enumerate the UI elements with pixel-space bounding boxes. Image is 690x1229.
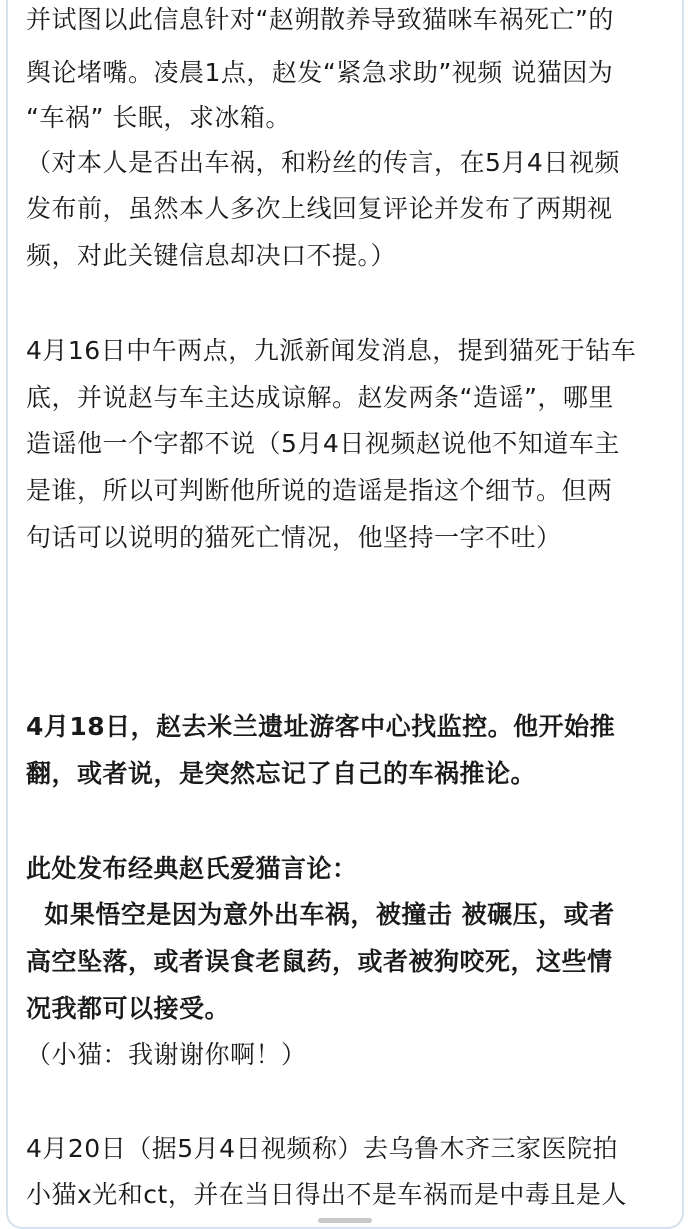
paragraph-6-line-1: 4月20日（据5月4日视频称）去乌鲁木齐三家医院拍 bbox=[26, 1134, 619, 1163]
paragraph-3-line-4: 是谁，所以可判断他所说的造谣是指这个细节。但两 bbox=[26, 476, 613, 505]
paragraph-3-line-3: 造谣他一个字都不说（5月4日视频赵说他不知道车主 bbox=[26, 429, 620, 458]
paragraph-4-line-2: 翻，或者说，是突然忘记了自己的车祸推论。 bbox=[26, 759, 537, 788]
quote-aside: （小猫：我谢谢你啊！） bbox=[26, 1040, 307, 1069]
paragraph-3-line-2: 底，并说赵与车主达成谅解。赵发两条“造谣”，哪里 bbox=[26, 383, 614, 412]
paragraph-3-line-1: 4月16日中午两点，九派新闻发消息，提到猫死于钻车 bbox=[26, 336, 637, 365]
paragraph-6-line-2: 小猫x光和ct，并在当日得出不是车祸而是中毒且是人 bbox=[26, 1180, 627, 1209]
paragraph-2-line-1: （对本人是否出车祸，和粉丝的传言，在5月4日视频 bbox=[26, 148, 620, 177]
quote-heading: 此处发布经典赵氏爱猫言论： bbox=[26, 854, 358, 883]
quote-line-2: 高空坠落，或者误食老鼠药，或者被狗咬死，这些情 bbox=[26, 947, 613, 976]
quote-line-1: 如果悟空是因为意外出车祸，被撞击 被碾压，或者 bbox=[26, 900, 615, 929]
paragraph-1-line-2: 舆论堵嘴。凌晨1点，赵发“紧急求助”视频 说猫因为 bbox=[26, 58, 614, 87]
paragraph-1-line-3: “车祸” 长眠，求冰箱。 bbox=[26, 103, 291, 132]
paragraph-2-line-2: 发布前，虽然本人多次上线回复评论并发布了两期视 bbox=[26, 194, 613, 223]
paragraph-3-line-5: 句话可以说明的猫死亡情况，他坚持一字不吐） bbox=[26, 523, 562, 552]
scroll-handle[interactable] bbox=[318, 1218, 372, 1223]
quote-line-3: 况我都可以接受。 bbox=[26, 994, 231, 1023]
paragraph-4-line-1: 4月18日，赵去米兰遗址游客中心找监控。他开始推 bbox=[26, 712, 616, 741]
paragraph-2-line-3: 频，对此关键信息却决口不提。） bbox=[26, 241, 397, 270]
paragraph-1-line-1: 并试图以此信息针对“赵朔散养导致猫咪车祸死亡”的 bbox=[26, 5, 614, 34]
